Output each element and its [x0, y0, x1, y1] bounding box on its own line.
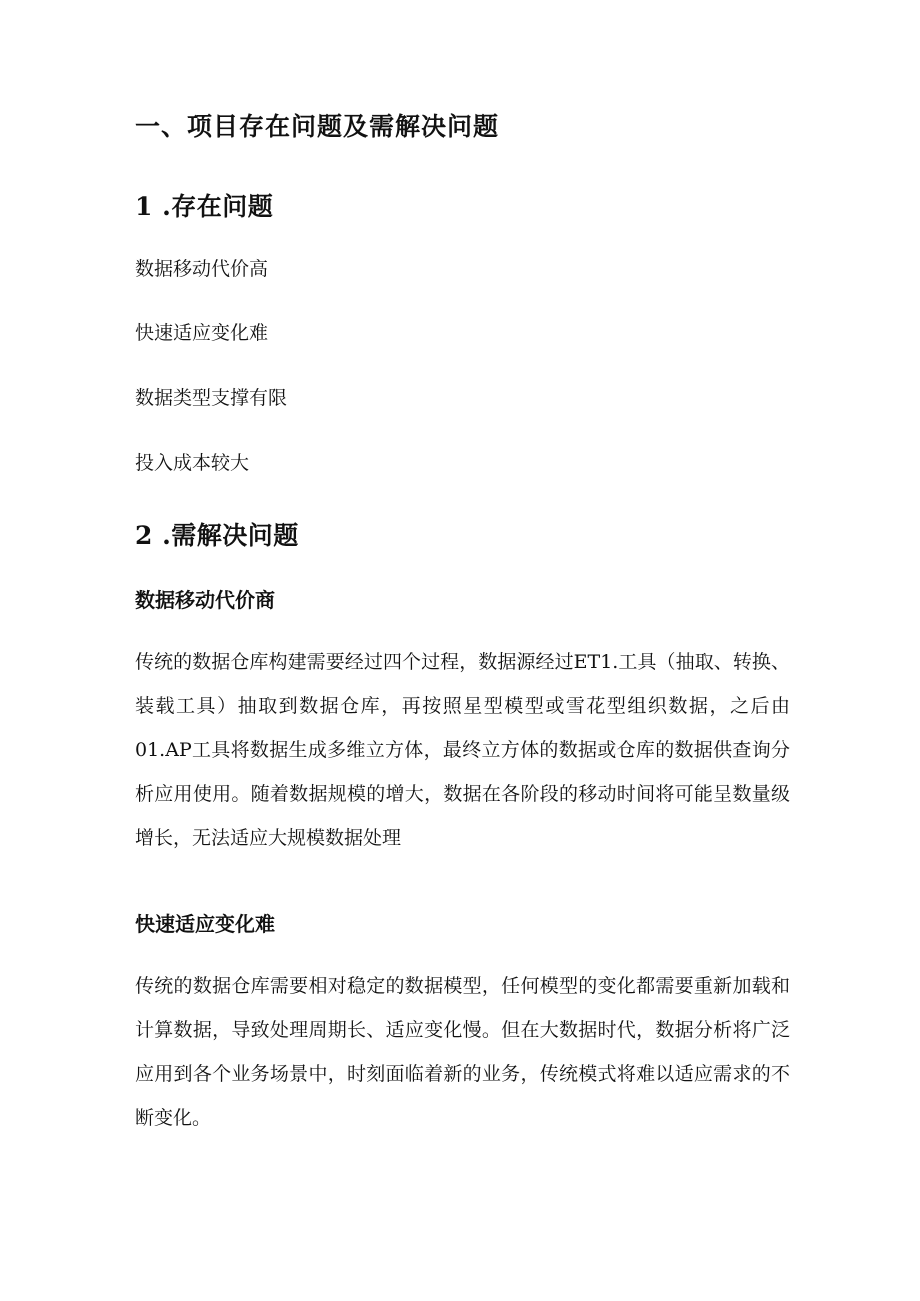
- section-heading-problems-to-solve: 2 .需解决问题: [135, 521, 299, 550]
- problem-item: 投入成本较大: [135, 452, 250, 474]
- problem-item: 数据移动代价高: [135, 258, 269, 280]
- paragraph-data-movement: 传统的数据仓库构建需要经过四个过程，数据源经过ET1.工具（抽取、转换、装载工具）抽取到数据仓库，再按照星型模型或雪花型组织数据，之后由01.AP工具将数据生成多维立方体，最终立方体的数据或仓库的数据供查询分析应用使用。随着数据规模的增大，数据在各阶段的移动时间将可能呈数量级增长，无法适应大规模数据处理: [135, 651, 790, 849]
- section-heading-existing-problems: 1 .存在问题: [135, 192, 274, 221]
- subsection-heading-adapt-change: 快速适应变化难: [135, 912, 275, 936]
- document-title: 一、项目存在问题及需解决问题: [135, 112, 500, 141]
- paragraph-adapt-change: 传统的数据仓库需要相对稳定的数据模型，任何模型的变化都需要重新加载和计算数据，导致处理周期长、适应变化慢。但在大数据时代，数据分析将广泛应用到各个业务场景中，时刻面临着新的业务，传统模式将难以适应需求的不断变化。: [135, 975, 790, 1129]
- problem-item: 数据类型支撑有限: [135, 387, 288, 409]
- problem-item: 快速适应变化难: [135, 322, 269, 344]
- subsection-heading-data-movement: 数据移动代价商: [135, 588, 275, 612]
